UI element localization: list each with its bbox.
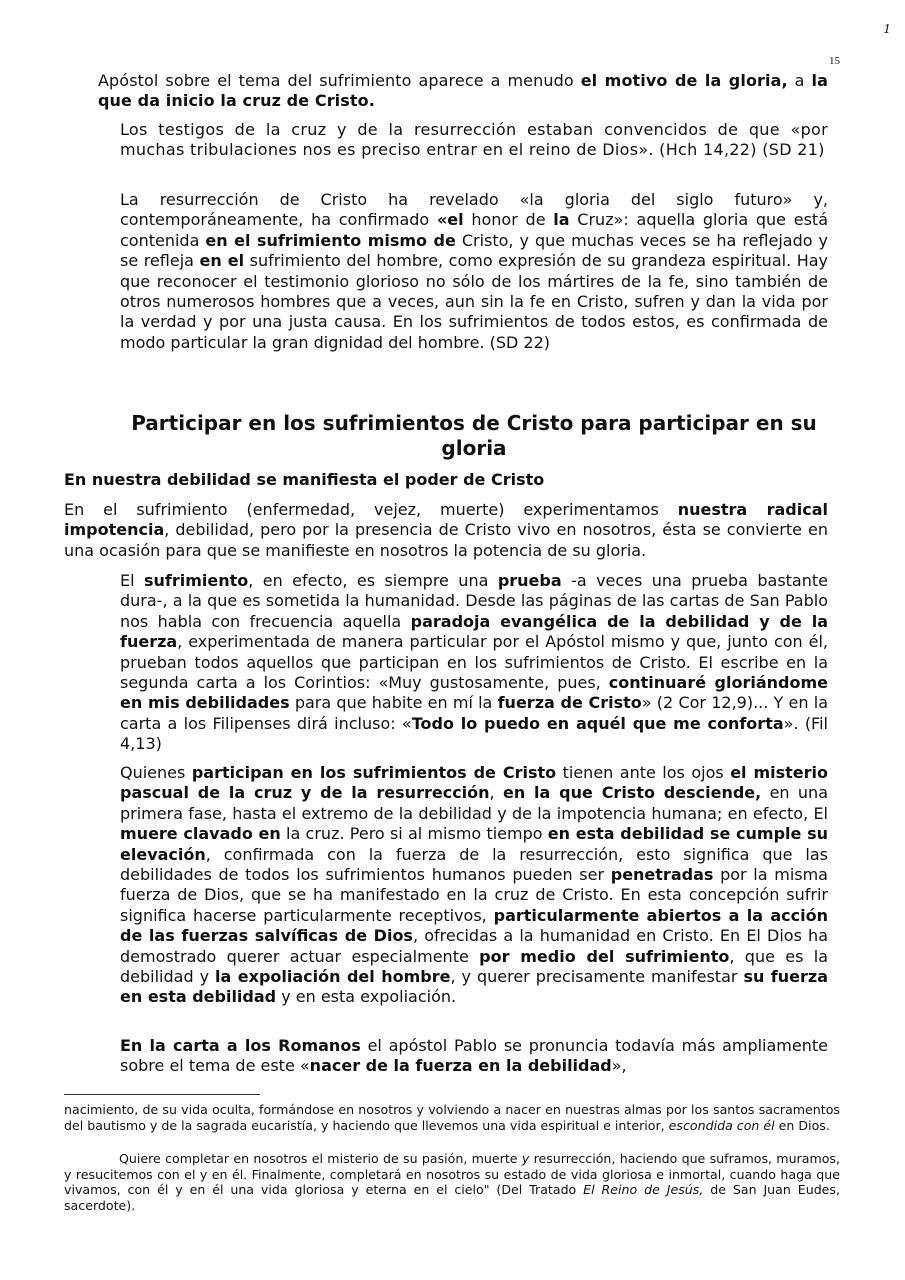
text-run: la cruz. Pero si al mismo tiempo	[280, 824, 548, 844]
italic-emphasis: El Reino de Jesús,	[583, 1182, 704, 1198]
bold-emphasis: el misterio pascual de la cruz y de la resurrección	[120, 763, 829, 803]
text-run: Quienes	[120, 763, 192, 782]
subheading: En nuestra debilidad se manifiesta el poder de Cristo	[64, 470, 545, 489]
text-run: sufrimiento del hombre, como expresión de su grandeza espiritual. Hay que reconocer el testimonio glorioso no sólo de los mártires de la fe, sino también de otros numerosos hombres que a veces, aun sin la fe en Cristo, sufren y dan la vida por la verdad y por una justa causa. En los sufrimientos de todos estos, es confirmada de modo particular la gran dignidad del hombre. (SD 22)	[120, 251, 828, 352]
text-run: para que habite en mí la	[289, 693, 498, 713]
text-run: en Dios.	[774, 1117, 830, 1133]
quote-hch-14-22	[120, 120, 828, 161]
bold-emphasis: muere clavado en	[120, 824, 281, 844]
page-number: 1	[883, 22, 891, 36]
bold-emphasis: particularmente abiertos a la acción de las fuerzas salvíficas de Dios	[120, 905, 828, 946]
italic-emphasis: y	[521, 1151, 530, 1166]
bold-emphasis: en el sufrimiento mismo de	[205, 230, 456, 250]
bold-emphasis: el motivo de la gloria,	[580, 71, 788, 90]
text-run: y en esta expoliación.	[276, 987, 457, 1007]
text-run: , que es la debilidad y	[120, 946, 829, 987]
bold-emphasis: prueba	[497, 571, 562, 590]
quote-carta-romanos	[120, 1036, 828, 1077]
folio-number: 15	[829, 55, 840, 67]
bold-emphasis: en la que Cristo desciende,	[502, 783, 762, 803]
text-run: Cruz»: aquella gloria que está contenida	[120, 210, 828, 250]
bold-emphasis: en el	[199, 251, 245, 271]
text-run: Cristo, y que muchas veces se ha reflejado y se refleja	[120, 230, 828, 271]
text-run: » (2 Cor 12,9)... Y en la carta a los Filipenses dirá incluso: «	[120, 693, 829, 733]
text-run: -a veces una prueba bastante dura-, a la que es sometida la humanidad. Desde las páginas de las cartas de San Pablo nos habla con frecuencia aquella	[120, 571, 828, 631]
bold-emphasis: fuerza de Cristo	[497, 693, 642, 713]
footnote-paragraph-1	[64, 1102, 840, 1133]
text-run: honor de	[463, 210, 554, 230]
text-run: resurrección, haciendo que suframos, muramos, y resucitemos con el y en él. Finalmente, completará en nosotros su estado de vida gloriosa e inmortal, cuando haga que vivamos, con él y en él una vida gloriosa y eterna en el cielo" (Del Tratado	[64, 1151, 840, 1198]
intro-paragraph	[98, 71, 828, 112]
text-run: , y querer precisamente manifestar	[450, 967, 744, 987]
text-run: Los testigos de la cruz y de la resurrección estaban convencidos de que «por muchas tribulaciones nos es preciso entrar en el reino de Dios». (Hch 14,22) (SD 21)	[120, 120, 828, 160]
text-run: el apóstol Pablo se pronuncia todavía más ampliamente sobre el tema de este «	[120, 1036, 828, 1076]
section-heading: Participar en los sufrimientos de Cristo para participar en su gloria	[131, 411, 817, 460]
text-run: , experimentada de manera particular por el Apóstol mismo y que, junto con él, prueban todos aquellos que participan en los sufrimientos de Cristo. El escribe en la segunda carta a los Corintios: «Muy gustosamente, pues,	[120, 632, 828, 693]
text-run: Apóstol sobre el tema del sufrimiento aparece a menudo	[98, 71, 581, 90]
quote-misterio-pascual	[120, 763, 828, 1008]
text-run: Quiere completar en nosotros el misterio de su pasión, muerte	[119, 1151, 522, 1166]
bold-emphasis: nuestra radical impotencia	[64, 500, 829, 540]
bold-emphasis: su fuerza en esta debilidad	[120, 967, 829, 1007]
bold-emphasis: la expoliación del hombre	[215, 967, 451, 987]
text-run: ,	[489, 783, 503, 803]
text-run: , ofrecidas a la humanidad en Cristo. En El Dios ha demostrado querer actuar especialmente	[120, 926, 829, 966]
bold-emphasis: «el	[436, 210, 464, 230]
bold-emphasis: continuaré gloriándome en mis debilidades	[120, 673, 828, 713]
bold-emphasis: paradoja evangélica de la debilidad y de la fuerza	[120, 611, 828, 652]
bold-emphasis: participan en los sufrimientos de Cristo	[191, 763, 557, 782]
text-run: En el sufrimiento (enfermedad, vejez, muerte) experimentamos	[64, 500, 678, 519]
text-run: El	[120, 571, 144, 590]
bold-emphasis: la que da inicio la cruz de Cristo.	[98, 71, 829, 111]
quote-sd-22	[120, 190, 828, 353]
text-run: ». (Fil 4,13)	[120, 713, 828, 754]
bold-emphasis: nacer de la fuerza en la debilidad	[309, 1056, 612, 1076]
text-run: , debilidad, pero por la presencia de Cristo vivo en nosotros, ésta se convierte en una ocasión para que se manifieste en nosotros la potencia de su gloria.	[64, 520, 828, 560]
text-run: nacimiento, de su vida oculta, formándose en nosotros y volviendo a nacer en nuestras almas por los santos sacramentos del bautismo y de la sagrada eucaristía, y haciendo que llevemos una vida espiritual e interior,	[64, 1102, 840, 1133]
text-run: a	[787, 71, 812, 90]
body-paragraph	[64, 500, 828, 561]
bold-emphasis: penetradas	[610, 865, 714, 885]
bold-emphasis: por medio del sufrimiento	[479, 946, 730, 966]
text-run: en una primera fase, hasta el extremo de la debilidad y de la impotencia humana; en efecto, El	[120, 783, 828, 823]
text-run: de San Juan Eudes, sacerdote).	[64, 1182, 840, 1213]
footnote-divider	[64, 1094, 260, 1095]
text-run: La resurrección de Cristo ha revelado «la gloria del siglo futuro» y, contemporáneamente, ha confirmado	[120, 190, 828, 230]
bold-emphasis: Todo lo puedo en aquél que me conforta	[411, 713, 784, 733]
text-run: »,	[611, 1056, 627, 1076]
bold-emphasis: la	[553, 210, 570, 230]
italic-emphasis: escondida con él	[668, 1117, 775, 1133]
bold-emphasis: En la carta a los Romanos	[120, 1036, 361, 1055]
text-run: tienen ante los ojos	[556, 763, 731, 782]
quote-sufrimiento-prueba	[120, 571, 828, 755]
text-run: , confirmada con la fuerza de la resurrección, esto significa que las debilidades de todos los sufrimientos humanos pueden ser	[120, 844, 828, 885]
bold-emphasis: en esta debilidad se cumple su elevación	[120, 824, 829, 864]
text-run: por la misma fuerza de Dios, que se ha manifestado en la cruz de Cristo. En esta concepción sufrir significa hacerse particularmente receptivos,	[120, 865, 828, 925]
text-run: , en efecto, es siempre una	[248, 571, 498, 590]
bold-emphasis: sufrimiento	[143, 571, 249, 590]
footnote-paragraph-2	[64, 1151, 840, 1213]
